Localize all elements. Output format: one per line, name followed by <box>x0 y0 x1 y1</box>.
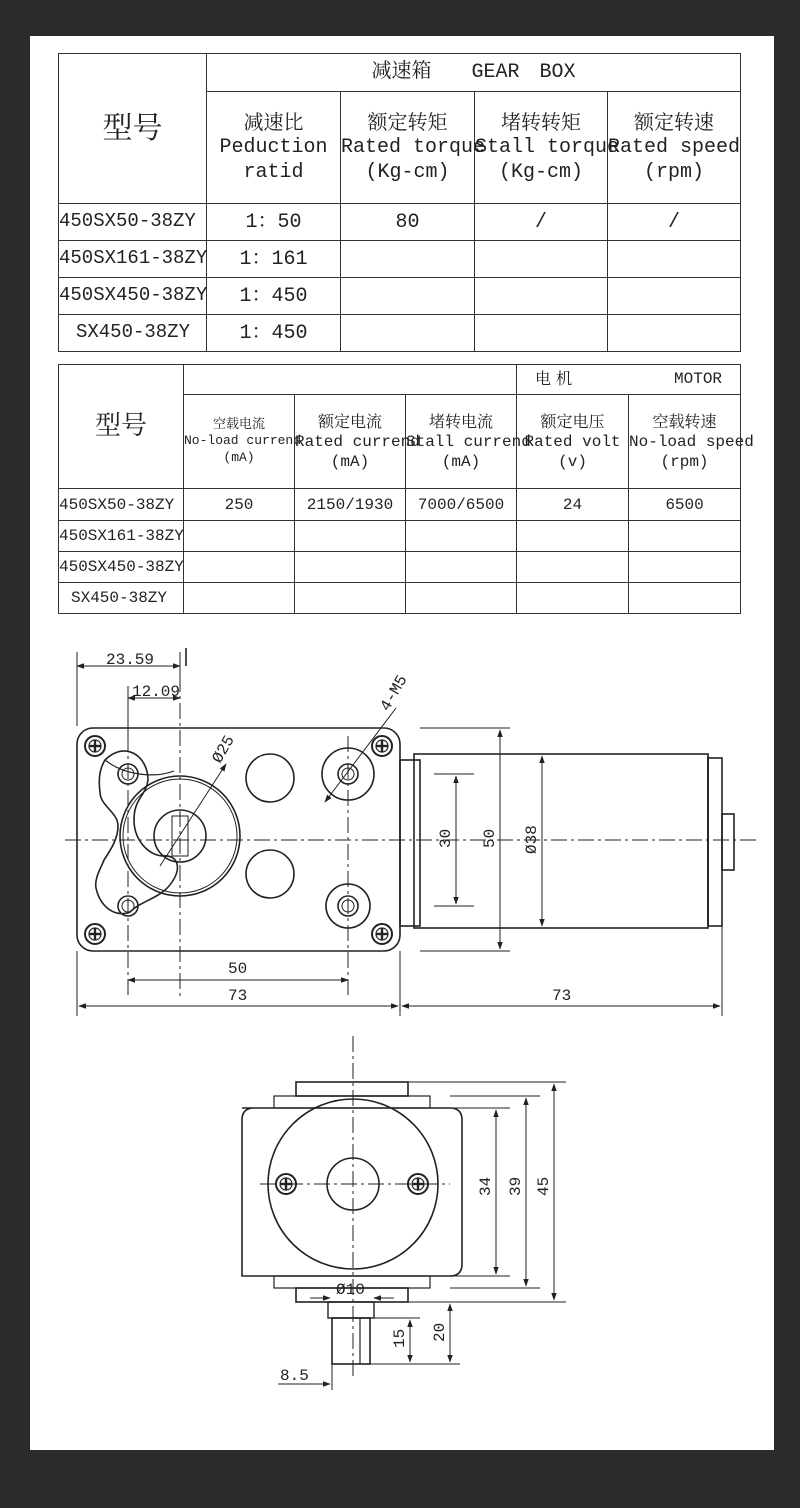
dim-45: 45 <box>535 1176 553 1196</box>
dim-dia38: Ø38 <box>523 825 541 854</box>
col-cn: 额定转速 <box>634 110 714 134</box>
front-view <box>65 648 760 1016</box>
dim-39: 39 <box>507 1176 525 1196</box>
table-cell: / <box>475 204 608 241</box>
col-unit: (Kg-cm) <box>498 161 583 184</box>
dim-30: 30 <box>437 828 455 848</box>
col-en: Rated speed <box>608 136 741 159</box>
flange-edge <box>105 760 174 775</box>
col-unit: (mA) <box>330 452 370 471</box>
side-shaft <box>332 1318 370 1364</box>
model-cell: SX450-38ZY <box>59 315 207 352</box>
col-cn: 空载电流 <box>212 417 265 433</box>
col-en: Rated torque <box>341 136 486 159</box>
dim-4-m5: 4-M5 <box>376 672 412 715</box>
model-header: 型号 <box>59 365 184 489</box>
col-cn: 额定电压 <box>540 411 605 431</box>
motor-body <box>414 754 708 928</box>
technical-drawing <box>30 36 774 1450</box>
col-en: No-load speed <box>629 432 754 451</box>
col-cn: 额定转矩 <box>367 110 448 134</box>
motor-flange <box>400 760 420 926</box>
motor-endcap <box>708 758 722 926</box>
spec-sheet <box>30 36 774 1450</box>
shaft-collar <box>328 1302 374 1318</box>
motor-rear-shaft <box>722 814 734 870</box>
table-cell: 24 <box>517 489 629 521</box>
col-en: Stall currend <box>406 432 531 451</box>
table-cell: / <box>608 204 741 241</box>
motor-group-cn: 电 机 <box>535 369 573 388</box>
col-unit: (mA) <box>441 452 481 471</box>
dim-8-5: 8.5 <box>280 1367 309 1385</box>
model-cell: 450SX450-38ZY <box>59 278 207 315</box>
front-view-dimensions <box>106 651 571 1005</box>
col-unit: ratid <box>243 161 304 184</box>
table-cell: 80 <box>341 204 475 241</box>
col-cn: 堵转转矩 <box>501 110 581 134</box>
model-cell: SX450-38ZY <box>59 583 184 614</box>
dim-12-09: 12.09 <box>132 683 181 701</box>
col-en: Stall torque <box>475 136 620 159</box>
boss-bottom <box>246 850 294 898</box>
table-cell: 7000/6500 <box>406 489 517 521</box>
screw-icon <box>85 736 105 756</box>
col-unit: (Kg-cm) <box>365 161 450 184</box>
col-cn: 额定电流 <box>317 411 382 431</box>
table-cell: 1：161 <box>207 241 341 278</box>
col-unit: (v) <box>558 452 587 471</box>
dim-20: 20 <box>431 1322 449 1342</box>
table-cell: 2150/1930 <box>295 489 406 521</box>
dim-50-horizontal: 50 <box>228 960 248 978</box>
model-cell: 450SX50-38ZY <box>59 204 207 241</box>
dim-15: 15 <box>391 1328 409 1348</box>
table-cell: 1：450 <box>207 315 341 352</box>
col-en: Peduction <box>219 136 328 159</box>
dim-50-vertical: 50 <box>481 828 499 848</box>
dim-73-gearbox: 73 <box>228 987 248 1005</box>
model-cell: 450SX450-38ZY <box>59 552 184 583</box>
table-cell: 1：450 <box>207 278 341 315</box>
screw-icon <box>372 924 392 944</box>
screw-icon <box>85 924 105 944</box>
col-cn: 减速比 <box>243 110 304 134</box>
col-en: Rated volt <box>524 432 621 451</box>
col-en: Rated currend <box>295 432 420 451</box>
table-cell: 1：50 <box>207 204 341 241</box>
col-unit: (rpm) <box>660 452 709 471</box>
centerlines <box>65 676 760 996</box>
dim-dia25: Ø25 <box>208 732 239 767</box>
dim-34: 34 <box>477 1176 495 1196</box>
table-cell: 250 <box>184 489 295 521</box>
dim-dia10: Ø10 <box>336 1281 365 1299</box>
boss-top <box>246 754 294 802</box>
side-body <box>242 1108 462 1276</box>
flange-left <box>96 751 178 914</box>
col-cn: 堵转电流 <box>429 411 494 431</box>
dim-73-motor: 73 <box>552 987 572 1005</box>
model-header: 型号 <box>59 54 207 204</box>
table-cell: 6500 <box>629 489 741 521</box>
dim-23-59: 23.59 <box>106 651 155 669</box>
motor-group-en: MOTOR <box>674 370 723 388</box>
gearbox-group-header: 减速箱 GEAR BOX <box>207 54 741 92</box>
col-cn: 空载转速 <box>652 411 717 431</box>
col-unit: (rpm) <box>644 161 705 184</box>
side-view-dimensions <box>280 1177 553 1385</box>
col-en: No-load currend <box>184 433 302 449</box>
model-cell: 450SX161-38ZY <box>59 241 207 278</box>
top-tab <box>296 1082 408 1096</box>
col-unit: (mA) <box>223 449 255 465</box>
model-cell: 450SX50-38ZY <box>59 489 184 521</box>
screw-icon <box>372 736 392 756</box>
model-cell: 450SX161-38ZY <box>59 521 184 552</box>
